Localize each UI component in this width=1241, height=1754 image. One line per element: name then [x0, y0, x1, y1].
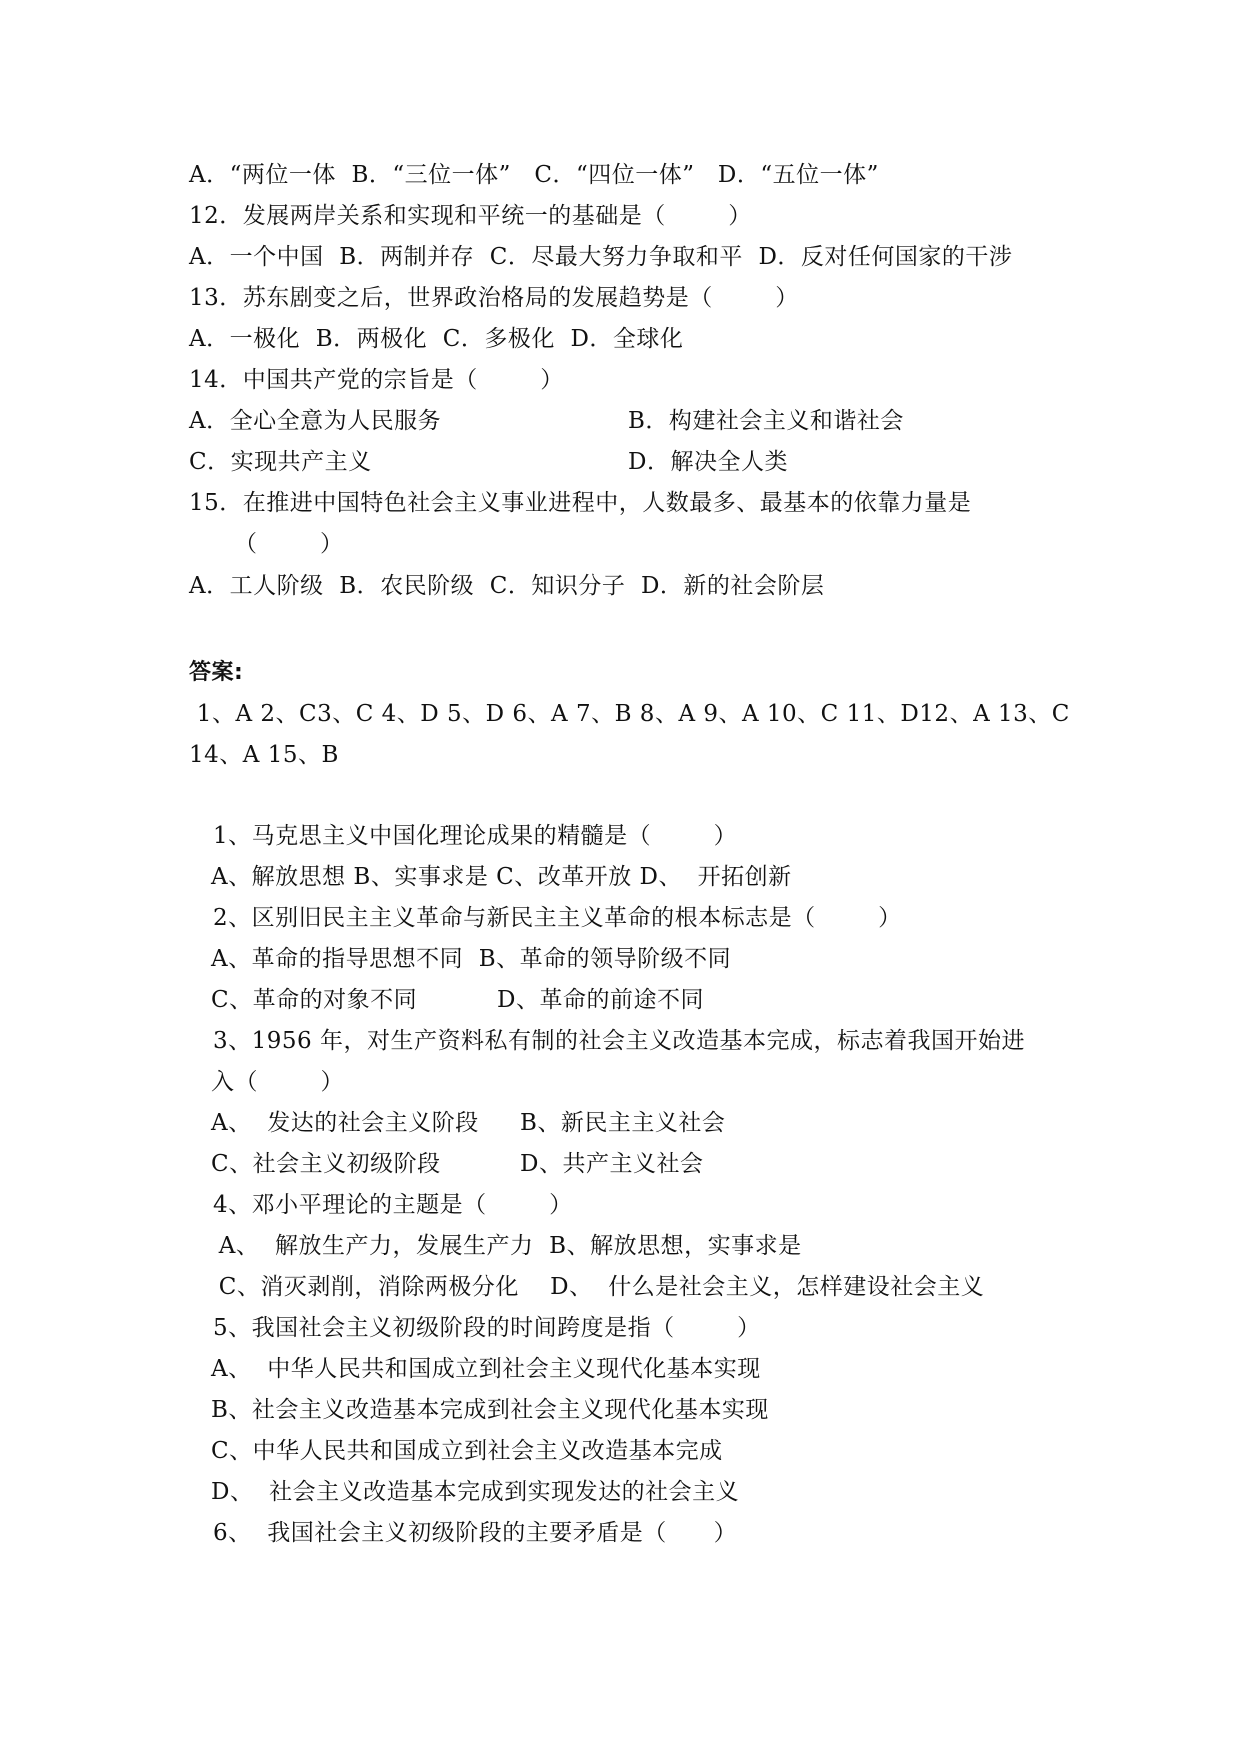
answers-line-1: 1、A 2、C3、C 4、D 5、D 6、A 7、B 8、A 9、A 10、C 11、D12、A 13、C	[189, 701, 1070, 727]
q12-options: A．一个中国 B．两制并存 C．尽最大努力争取和平 D．反对任何国家的干涉	[189, 244, 1013, 270]
s2-q4-stem: 4、邓小平理论的主题是（ ）	[213, 1192, 573, 1218]
s2-q2-option-c: C、革命的对象不同	[211, 987, 418, 1013]
q13-stem: 13．苏东剧变之后，世界政治格局的发展趋势是（ ）	[189, 285, 799, 311]
q12-stem: 12．发展两岸关系和实现和平统一的基础是（ ）	[189, 203, 752, 229]
s2-q3-stem-cont: 入（ ）	[211, 1069, 344, 1095]
s2-q5-option-d: D、 社会主义改造基本完成到实现发达的社会主义	[211, 1479, 740, 1505]
s2-q1-stem: 1、马克思主义中国化理论成果的精髓是（ ）	[213, 823, 738, 849]
s2-q5-stem: 5、我国社会主义初级阶段的时间跨度是指（ ）	[213, 1315, 761, 1341]
q14-option-a: A．全心全意为人民服务	[189, 408, 442, 434]
q15-stem: 15．在推进中国特色社会主义事业进程中，人数最多、最基本的依靠力量是	[189, 490, 972, 516]
s2-q4-options-row1: A、 解放生产力，发展生产力 B、解放思想，实事求是	[211, 1233, 802, 1259]
s2-q3-option-a: A、 发达的社会主义阶段	[211, 1110, 479, 1136]
q13-options: A．一极化 B．两极化 C．多极化 D．全球化	[189, 326, 684, 352]
s2-q3-option-b: B、新民主主义社会	[520, 1110, 726, 1136]
q15-stem-cont: （ ）	[234, 531, 344, 557]
q14-option-d: D．解决全人类	[628, 449, 788, 475]
s2-q5-option-a: A、 中华人民共和国成立到社会主义现代化基本实现	[211, 1356, 761, 1382]
s2-q3-stem: 3、1956 年，对生产资料私有制的社会主义改造基本完成，标志着我国开始进	[213, 1028, 1025, 1054]
q11-options: A．“两位一体 B．“三位一体” C．“四位一体” D．“五位一体”	[189, 162, 879, 188]
s2-q3-option-d: D、共产主义社会	[520, 1151, 704, 1177]
s2-q3-option-c: C、社会主义初级阶段	[211, 1151, 441, 1177]
q14-stem: 14．中国共产党的宗旨是（ ）	[189, 367, 564, 393]
answers-line-2: 14、A 15、B	[189, 742, 339, 768]
q14-option-c: C．实现共产主义	[189, 449, 372, 475]
s2-q4-options-row2: C、消灭剥削，消除两极分化 D、 什么是社会主义，怎样建设社会主义	[211, 1274, 985, 1300]
s2-q2-stem: 2、区别旧民主主义革命与新民主主义革命的根本标志是（ ）	[213, 905, 902, 931]
s2-q1-options: A、解放思想 B、实事求是 C、改革开放 D、 开拓创新	[211, 864, 792, 890]
s2-q5-option-b: B、社会主义改造基本完成到社会主义现代化基本实现	[211, 1397, 769, 1423]
s2-q2-option-d: D、革命的前途不同	[497, 987, 704, 1013]
q14-option-b: B．构建社会主义和谐社会	[628, 408, 904, 434]
s2-q6-stem: 6、 我国社会主义初级阶段的主要矛盾是（ ）	[213, 1520, 738, 1546]
q15-options: A．工人阶级 B．农民阶级 C．知识分子 D．新的社会阶层	[189, 573, 825, 599]
s2-q2-options-row1: A、革命的指导思想不同 B、革命的领导阶级不同	[211, 946, 732, 972]
s2-q5-option-c: C、中华人民共和国成立到社会主义改造基本完成	[211, 1438, 723, 1464]
answers-heading: 答案:	[189, 660, 244, 685]
